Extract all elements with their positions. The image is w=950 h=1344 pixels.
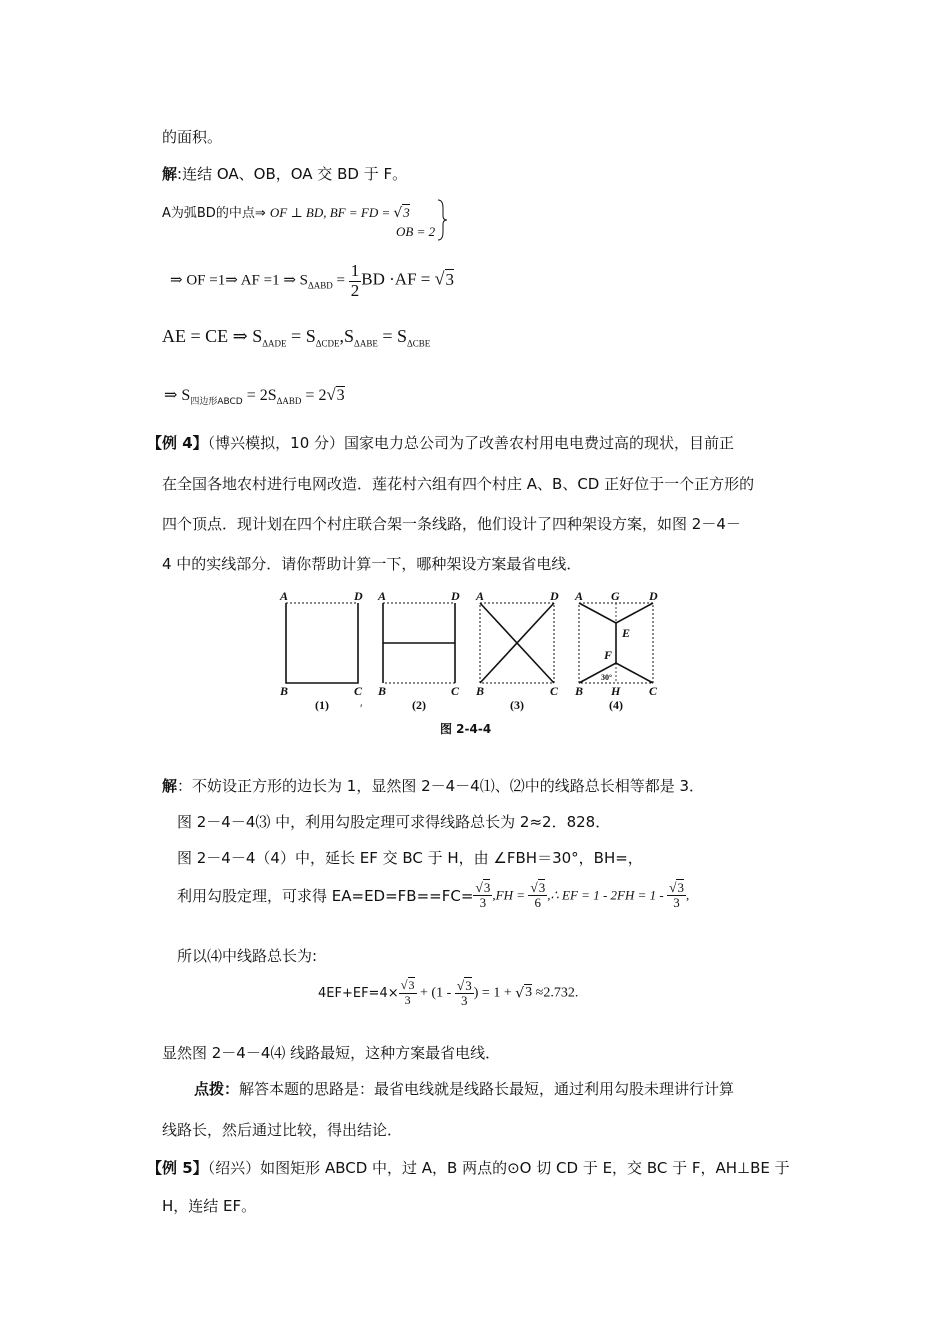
fraction-den: 6 [534,895,542,911]
fraction-half [349,262,362,300]
brace-icon [436,198,448,242]
sqrt-icon: √ [475,880,483,895]
math-3-s3: ΔABE [354,338,378,349]
example-4-line-3: 四个顶点．现计划在四个村庄联合架一条线路，他们设计了四种架设方案，如图 2－4－ [162,515,741,533]
math-2-sub: ΔABD [308,280,333,291]
math-line-4 [164,385,345,407]
fraction-den: 3 [479,895,487,911]
example-4-line-4: 4 中的实线部分．请你帮助计算一下，哪种架设方案最省电线． [162,555,582,573]
math-4-b: = 2S [242,387,277,404]
math-3-b: = S [286,326,316,346]
fraction-num: 3 [677,880,684,895]
solution-4-line-6 [318,978,578,1009]
math-4-c: = 2 [301,387,327,404]
fraction-num: 1 [350,261,360,280]
solution-4-line-4 [177,880,689,911]
label-d: D [649,589,658,603]
math-1-body: OF ⊥ BD, BF = FD = [269,205,394,220]
math-4-sub2: ΔABD [276,396,302,407]
label-g: G [611,589,620,603]
hint-line-2: 线路长，然后通过比较，得出结论． [162,1121,403,1139]
label-d: D [354,589,363,603]
math-3-c: ,S [339,326,355,346]
label-a: A [378,589,387,603]
label-c: C [649,684,658,698]
label-h: H [611,684,621,698]
fraction-sqrt3-over-6 [528,880,547,911]
solution-4-ef: ,∴ EF = 1 - 2FH = 1 - [547,887,667,903]
diagram-2 [377,589,460,712]
caption-1: (1) [315,698,329,712]
sqrt-icon: √ [515,985,525,1002]
angle-label: 30° [601,673,613,682]
math-2-root: 3 [445,269,455,289]
fraction-num: 3 [483,880,491,895]
math-3-d: = S [377,326,407,346]
label-a: A [280,589,289,603]
solution-4-comma: , [685,887,690,903]
math-4-a: ⇒ S [164,387,191,404]
fraction-den: 3 [673,895,680,911]
fraction-den: 2 [350,280,360,300]
label-f: F [604,648,613,662]
fraction-num: 3 [538,880,546,895]
label-d: D [451,589,460,603]
example-5-label: 【例 5】 [147,1159,208,1177]
solution-4-sum-d: ≈2.732. [532,985,579,1001]
caption-3: (3) [510,698,524,712]
label-b: B [476,684,485,698]
example-4-line-2: 在全国各地农村进行电网改造．莲花村六组有四个村庄 A、B、CD 正好位于一个正方形的 [162,475,755,493]
example-4-label: 【例 4】 [147,434,208,452]
hint-label: 点拨： [194,1080,240,1098]
diagram-1 [279,589,363,712]
sqrt-icon: √ [400,978,408,993]
math-line-2 [170,262,454,300]
math-line-3 [162,326,430,349]
tick-mark: ′ [360,701,363,715]
solution-text: :连结 OA、OB，OA 交 BD 于 F。 [177,165,408,183]
math-1-premise: A为弧BD的中点⇒ [162,206,270,221]
solution-4-line-2: 图 2－4－4⑶ 中，利用勾股定理可求得线路总长为 2≈2．828． [177,813,611,831]
math-2-tail: BD ·AF = [361,269,435,289]
math-4-root: 3 [336,387,345,404]
solution-4-fh: ,FH = [492,887,529,903]
hint-text-1: 解答本题的思路是：最省电线就是线路长最短，通过利用勾股未理讲行计算 [239,1080,735,1098]
figure-2-4-4 [270,585,680,740]
sqrt-icon: √ [668,880,677,895]
example-4-text-1: （博兴模拟，10 分）国家电力总公司为了改善农村用电电费过高的现状，目前正 [207,434,735,452]
math-2-chain: ⇒ OF =1⇒ AF =1 ⇒ S [170,272,308,289]
caption-2: (2) [412,698,426,712]
example-4-line-1 [147,432,734,453]
math-3-a: AE = CE ⇒ S [162,326,263,346]
solution-label: 解 [162,165,178,183]
fraction-den: 3 [404,993,411,1008]
diagram-4 [574,589,658,712]
sqrt-icon: √ [530,880,538,895]
math-line-1b: OB = 2 [396,224,436,239]
label-b: B [280,684,289,698]
sqrt-icon: √ [434,268,445,289]
solution-4-label: 解 [162,777,178,795]
fraction-den: 3 [461,993,468,1009]
fraction-sqrt3-over-3-b [667,880,686,911]
math-3-s1: ΔADE [262,338,287,349]
solution-4-line-7: 显然图 2－4－4⑷ 线路最短，这种方案最省电线． [162,1044,501,1062]
solution-4-line-5: 所以⑷中线路总长为: [177,947,318,965]
sqrt-icon: √ [326,385,336,404]
label-a: A [476,589,485,603]
caption-4: (4) [609,698,623,712]
solution-4-line-3: 图 2－4－4（4）中，延长 EF 交 BC 于 H，由 ∠FBH＝30°，BH=， [177,849,643,867]
fraction-sqrt3-over-3-d [455,978,474,1009]
label-e: E [622,626,631,640]
label-c: C [550,684,559,698]
solution-4-sum-root: 3 [525,985,533,1001]
math-2-eq: = [332,272,349,289]
text-line-area: 的面积。 [162,128,223,146]
math-3-s4: ΔCBE [407,338,431,349]
label-b: B [575,684,584,698]
diagram-3 [475,589,559,712]
solution-4-text-4: 利用勾股定理，可求得 EA=ED=FB==FC= [177,886,474,905]
fraction-num: 3 [465,978,472,993]
label-b: B [378,684,387,698]
hint-line-1 [194,1078,734,1099]
label-c: C [451,684,460,698]
math-4-sub: 四边形ABCD [190,397,243,408]
fraction-sqrt3-over-3-c [399,979,417,1007]
math-3-s2: ΔCDE [315,338,340,349]
sqrt-icon: √ [456,978,465,993]
math-1-root: 3 [403,205,410,220]
solution-4-sum-b: + (1 - [416,985,455,1001]
label-c: C [354,684,363,698]
example-5-text-1: （绍兴）如图矩形 ABCD 中，过 A，B 两点的⊙O 切 CD 于 E，交 BC 于 F，AH⊥BE 于 [207,1159,790,1177]
figure-caption: 图 2-4-4 [440,722,492,736]
label-d: D [550,589,559,603]
solution-4-line-1 [162,775,704,796]
label-a: A [575,589,584,603]
math-line-1 [162,202,410,221]
sqrt-icon: √ [393,205,403,221]
solution-4-sum-a: 4EF+EF=4× [318,985,399,1001]
fraction-sqrt3-over-3 [473,880,492,911]
fraction-num: 3 [408,978,415,993]
solution-4-sum-c: ) = 1 + [473,985,516,1001]
example-5-line-2: H，连结 EF。 [162,1197,257,1215]
example-5-line-1 [147,1157,790,1178]
solution-line [162,163,407,184]
solution-4-text-1: ：不妨设正方形的边长为 1，显然图 2－4－4⑴、⑵中的线路总长相等都是 3． [177,777,705,795]
